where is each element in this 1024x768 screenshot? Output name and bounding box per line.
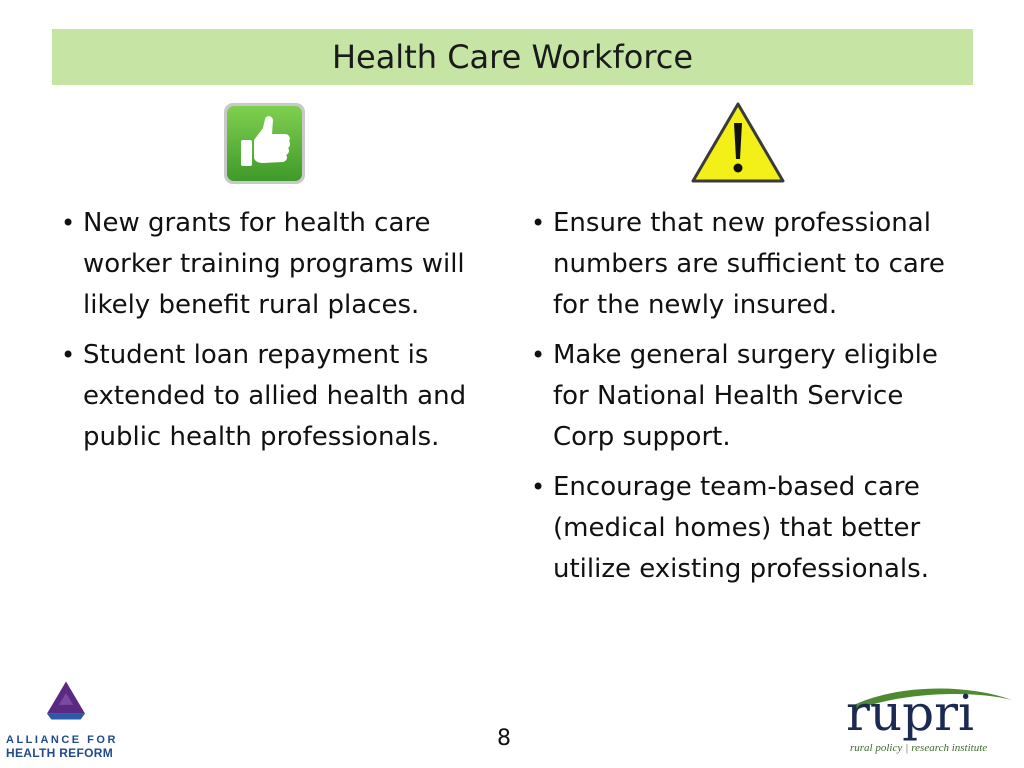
title-bar (52, 29, 973, 85)
alliance-line1: ALLIANCE FOR (6, 734, 118, 746)
rupri-tag-left: rural policy (850, 742, 903, 754)
slide-title: Health Care Workforce (331, 38, 694, 76)
thumbs-up-icon (223, 102, 306, 185)
rupri-tagline: rural policy | research institute (850, 742, 988, 754)
alliance-logo-text (6, 734, 130, 760)
alliance-line2: HEALTH REFORM (6, 746, 114, 760)
left-bullet-list (61, 203, 501, 467)
page-number: 8 (497, 726, 511, 751)
right-bullet-list (531, 203, 971, 599)
list-item: • Encourage team-based care (medical homes) that better utilize existing professionals. (531, 467, 971, 590)
alliance-logo-icon (6, 680, 126, 740)
warning-icon (690, 101, 786, 185)
rupri-logo-word: rupri (846, 684, 975, 742)
list-item: • Ensure that new professional numbers are sufficient to care for the newly insured. (531, 203, 971, 326)
list-item: • Make general surgery eligible for National Health Service Corp support. (531, 335, 971, 458)
list-item: • Student loan repayment is extended to allied health and public health professionals. (61, 335, 501, 458)
rupri-tag-right: research institute (911, 742, 988, 754)
list-item: • New grants for health care worker training programs will likely benefit rural places. (61, 203, 501, 326)
